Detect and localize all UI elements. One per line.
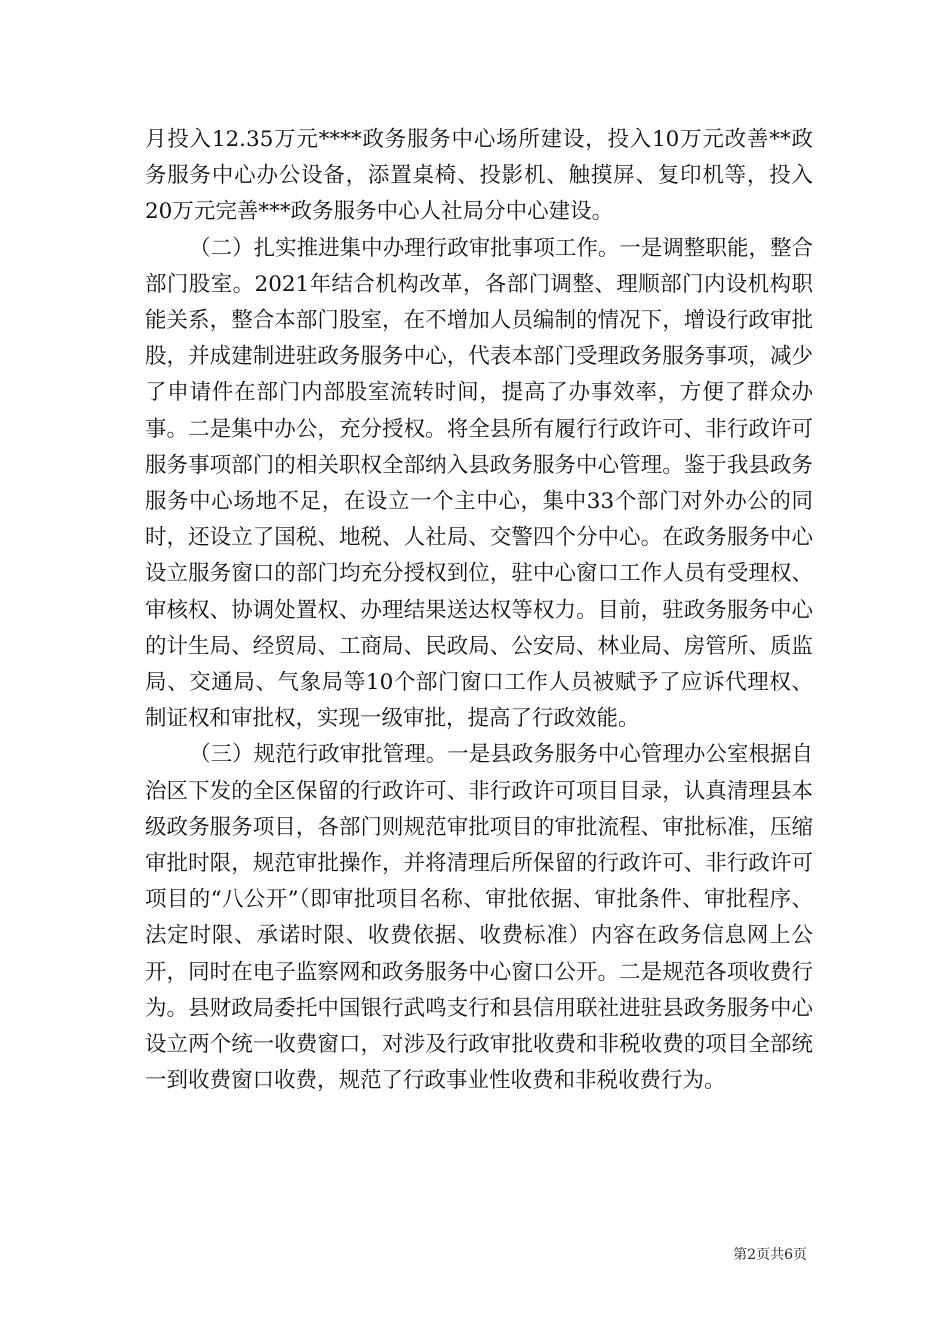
document-body: [145, 122, 813, 1099]
paragraph-section-two: （二）扎实推进集中办理行政审批事项工作。一是调整职能，整合部门股室。2021年结合机构改革，各部门调整、理顺部门内设机构职能关系，整合本部门股室，在不增加人员编制的情况下，增设行政审批股，并成建制进驻政务服务中心，代表本部门受理政务服务事项，减少了申请件在部门内部股室流转时间，提高了办事效率，方便了群众办事。二是集中办公，充分授权。将全县所有履行行政许可、非行政许可服务事项部门的相关职权全部纳入县政务服务中心管理。鉴于我县政务服务中心场地不足，在设立一个主中心，集中33个部门对外办公的同时，还设立了国税、地税、人社局、交警四个分中心。在政务服务中心设立服务窗口的部门均充分授权到位，驻中心窗口工作人员有受理权、审核权、协调处置权、办理结果送达权等权力。目前，驻政务服务中心的计生局、经贸局、工商局、民政局、公安局、林业局、房管所、质监局、交通局、气象局等10个部门窗口工作人员被赋予了应诉代理权、制证权和审批权，实现一级审批，提高了行政效能。: [145, 235, 813, 732]
paragraph-section-three: （三）规范行政审批管理。一是县政务服务中心管理办公室根据自治区下发的全区保留的行政许可、非行政许可项目目录，认真清理县本级政务服务项目，各部门则规范审批项目的审批流程、审批标准，压缩审批时限，规范审批操作，并将清理后所保留的行政许可、非行政许可项目的“八公开”（即审批项目名称、审批依据、审批条件、审批程序、法定时限、承诺时限、收费依据、收费标准）内容在政务信息网上公开，同时在电子监察网和政务服务中心窗口公开。二是规范各项收费行为。县财政局委托中国银行武鸣支行和县信用联社进驻县政务服务中心设立两个统一收费窗口，对涉及行政审批收费和非税收费的项目全部统一到收费窗口收费，规范了行政事业性收费和非税收费行为。: [145, 742, 813, 1094]
paragraph-continued: 月投入12.35万元****政务服务中心场所建设，投入10万元改善**政务服务中心办公设备，添置桌椅、投影机、触摸屏、复印机等，投入20万元完善***政务服务中心人社局分中心建设。: [145, 127, 813, 225]
page-number: 第2页共6页: [733, 1247, 807, 1263]
